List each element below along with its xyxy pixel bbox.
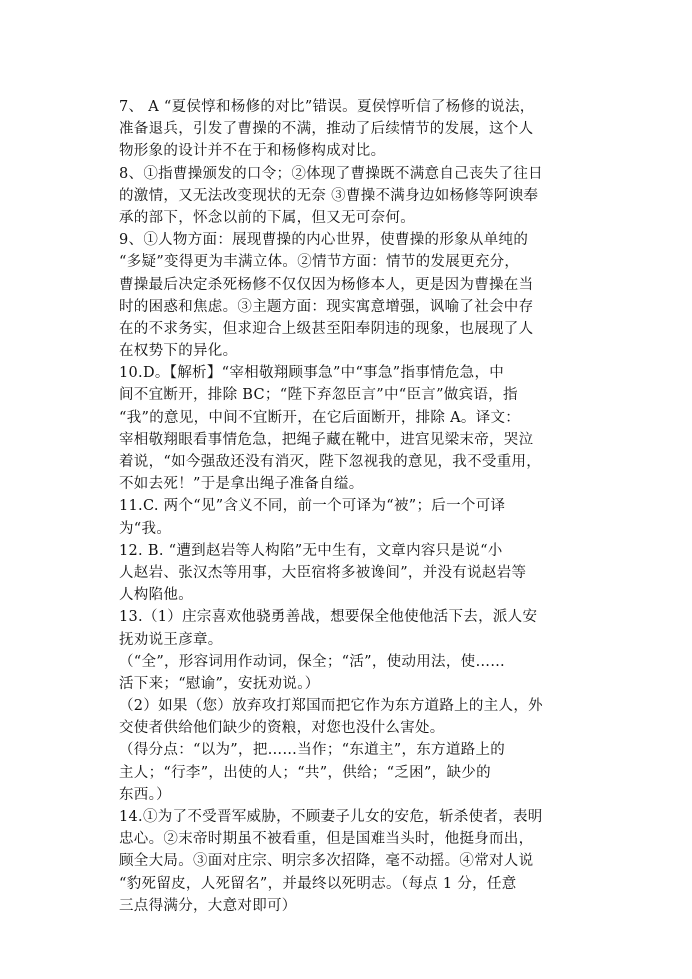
text-line: 人构陷他。: [119, 587, 193, 604]
text-line: 13.（1）庄宗喜欢他骁勇善战，想要保全他使他活下去，派人安: [119, 609, 538, 626]
text-line: 活下来；“慰谕”，安抚劝说。）: [119, 675, 320, 692]
text-line: 14.①为了不受晋军威胁，不顾妻子儿女的安危，斩杀使者，表明: [119, 809, 543, 825]
text-line: 主人；“行李”，出使的人；“共”，供给；“乏困”，缺少的: [119, 764, 491, 781]
text-line: 准备退兵，引发了曹操的不满，推动了后续情节的发展，这个人: [119, 121, 534, 138]
text-line: 10.D。【解析】“宰相敬翔顾事急”中“事急”指事情危急，中: [119, 365, 505, 382]
text-line: 在的不求务实，但求迎合上级甚至阳奉阴违的现象，也展现了人: [119, 320, 534, 337]
text-line: （得分点：“以为”，把……当作；“东道主”，东方道路上的: [119, 742, 506, 759]
text-line: 的激情，又无法改变现状的无奈 ③曹操不满身边如杨修等阿谀奉: [119, 187, 539, 204]
text-line: 不如去死！”于是拿出绳子准备自缢。: [119, 476, 364, 493]
text-line: 12. B. “遭到赵岩等人构陷”无中生有，文章内容只是说“小: [119, 542, 503, 559]
text-line: 曹操最后决定杀死杨修不仅仅因为杨修本人，更是因为曹操在当: [119, 276, 534, 293]
text-line: （2）如果（您）放弃攻打郑国而把它作为东方道路上的主人，外: [119, 698, 543, 715]
text-line: 7、 A “夏侯惇和杨修的对比”错误。夏侯惇听信了杨修的说法，: [119, 99, 535, 115]
text-line: 11.C. 两个“见”含义不同，前一个可译为“被”；后一个可译: [119, 498, 506, 515]
text-line: 为“我。: [119, 520, 172, 537]
text-line: 人赵岩、张汉杰等用事，大臣宿将多被谗间”，并没有说赵岩等: [119, 564, 527, 581]
text-line: “豹死留皮，人死留名”，并最终以死明志。（每点 1 分，任意: [119, 875, 517, 892]
text-line: 9、①人物方面：展现曹操的内心世界，使曹操的形象从单纯的: [119, 232, 529, 249]
text-line: 时的困惑和焦虑。③主题方面：现实寓意增强，讽喻了社会中存: [119, 298, 534, 315]
text-line: 间不宜断开，排除 BC；“陛下弃忽臣言”中“臣言”做宾语，指: [119, 387, 518, 404]
text-line: 承的部下，怀念以前的下属，但又无可奈何。: [119, 209, 415, 226]
text-line: 抚劝说王彦章。: [119, 631, 223, 648]
text-line: 顾全大局。③面对庄宗、明宗多次招降，毫不动摇。④常对人说: [119, 853, 534, 870]
text-line: 三点得满分，大意对即可）: [119, 897, 297, 914]
answer-document: [119, 96, 579, 917]
text-line: 忠心。②末帝时期虽不被看重，但是国难当头时，他挺身而出，: [119, 831, 534, 848]
text-line: 着说，“如今强敌还没有消灭，陛下忽视我的意见，我不受重用，: [119, 454, 542, 470]
text-line: 交使者供给他们缺少的资粮，对您也没什么害处。: [119, 720, 445, 737]
text-line: 在权势下的异化。: [119, 343, 238, 360]
text-line: 物形象的设计并不在于和杨修构成对比。: [119, 143, 386, 160]
text-line: 东西。）: [119, 786, 171, 803]
text-line: “我”的意见，中间不宜断开，在它后面断开，排除 A。译文：: [119, 409, 521, 426]
text-line: 8、①指曹操颁发的口令；②体现了曹操既不满意自己丧失了往日: [119, 165, 543, 182]
text-line: 宰相敬翔眼看事情危急，把绳子藏在靴中，进宫见梁末帝，哭泣: [119, 431, 534, 448]
text-line: “多疑”变得更为丰满立体。②情节方面：情节的发展更充分，: [119, 254, 520, 271]
text-line: （“全”，形容词用作动词，保全；“活”，使动用法，使……: [119, 653, 506, 670]
